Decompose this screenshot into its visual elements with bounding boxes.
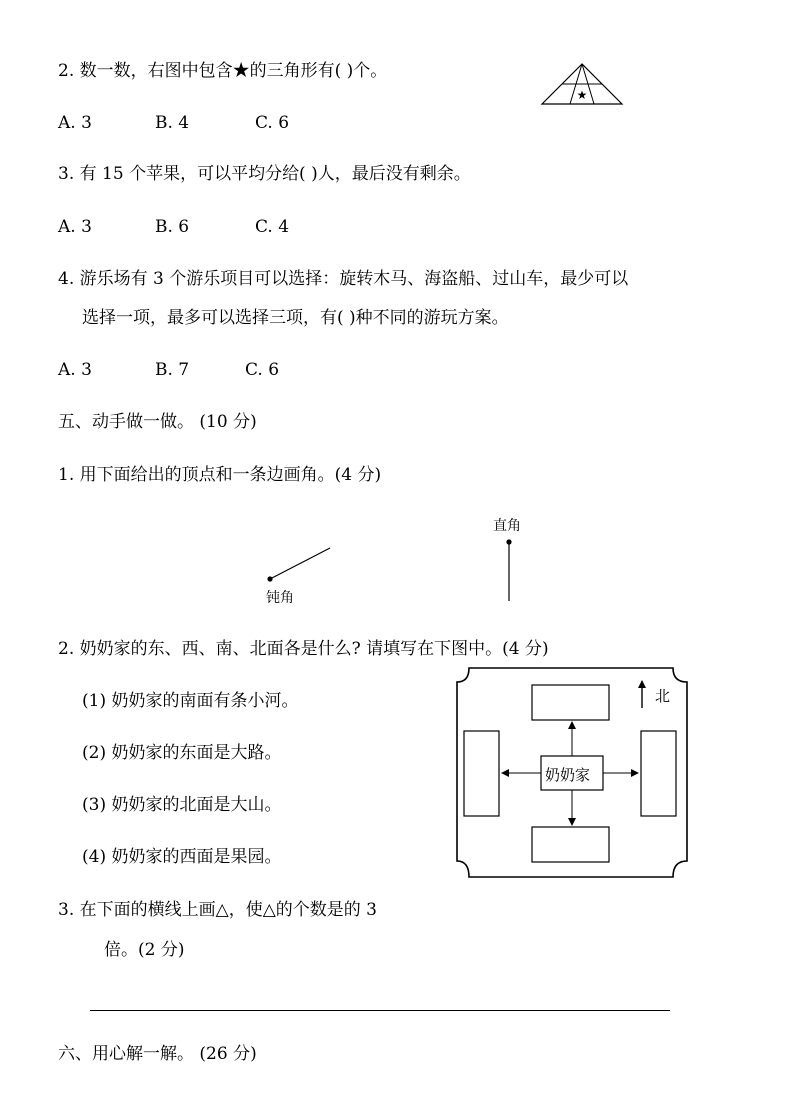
star-triangle-figure xyxy=(540,62,625,108)
s5-q1-text: 1. 用下面给出的顶点和一条边画角。(4 分) xyxy=(58,465,382,485)
q4-option-b: B. 7 xyxy=(155,360,190,380)
q2-option-b: B. 4 xyxy=(155,113,190,133)
section6-title: 六、用心解一解。 (26 分) xyxy=(58,1044,257,1064)
obtuse-angle-ray xyxy=(262,542,337,587)
q3-option-b: B. 6 xyxy=(155,217,190,237)
s5-q2-item-3: (3) 奶奶家的北面是大山。 xyxy=(82,795,282,815)
s5-q3-line1: 3. 在下面的横线上画△，使△的个数是的 3 xyxy=(58,900,377,920)
west-box xyxy=(464,731,499,816)
star-icon: ★ xyxy=(576,88,588,102)
south-box xyxy=(532,827,609,862)
s5-q2-item-4: (4) 奶奶家的西面是果园。 xyxy=(82,847,282,867)
map-center-label: 奶奶家 xyxy=(545,766,591,784)
q2-option-a: A. 3 xyxy=(58,113,92,133)
right-angle-label: 直角 xyxy=(493,518,521,534)
right-angle-ray xyxy=(500,537,520,603)
q2-option-c: C. 6 xyxy=(255,113,290,133)
north-box xyxy=(532,685,609,720)
q2-question-text: 2. 数一数，右图中包含★的三角形有( )个。 xyxy=(58,61,388,81)
q4-question-line1: 4. 游乐场有 3 个游乐项目可以选择：旋转木马、海盗船、过山车，最少可以 xyxy=(58,269,629,289)
obtuse-angle-label: 钝角 xyxy=(266,590,294,606)
q3-option-c: C. 4 xyxy=(255,217,290,237)
q3-option-a: A. 3 xyxy=(58,217,92,237)
s5-q2-item-1: (1) 奶奶家的南面有条小河。 xyxy=(82,691,299,711)
q4-option-c: C. 6 xyxy=(245,360,280,380)
map-north-label: 北 xyxy=(655,687,671,705)
q3-question-text: 3. 有 15 个苹果，可以平均分给( )人，最后没有剩余。 xyxy=(58,164,471,184)
s5-q3-line2: 倍。(2 分) xyxy=(104,940,185,960)
q4-option-a: A. 3 xyxy=(58,360,92,380)
east-box xyxy=(641,731,676,816)
section5-title: 五、动手做一做。 (10 分) xyxy=(58,412,257,432)
s5-q2-text: 2. 奶奶家的东、西、南、北面各是什么? 请填写在下图中。(4 分) xyxy=(58,639,549,659)
s5-q2-item-2: (2) 奶奶家的东面是大路。 xyxy=(82,743,282,763)
answer-line[interactable] xyxy=(90,1010,670,1011)
q4-question-line2: 选择一项，最多可以选择三项，有( )种不同的游玩方案。 xyxy=(82,308,509,328)
